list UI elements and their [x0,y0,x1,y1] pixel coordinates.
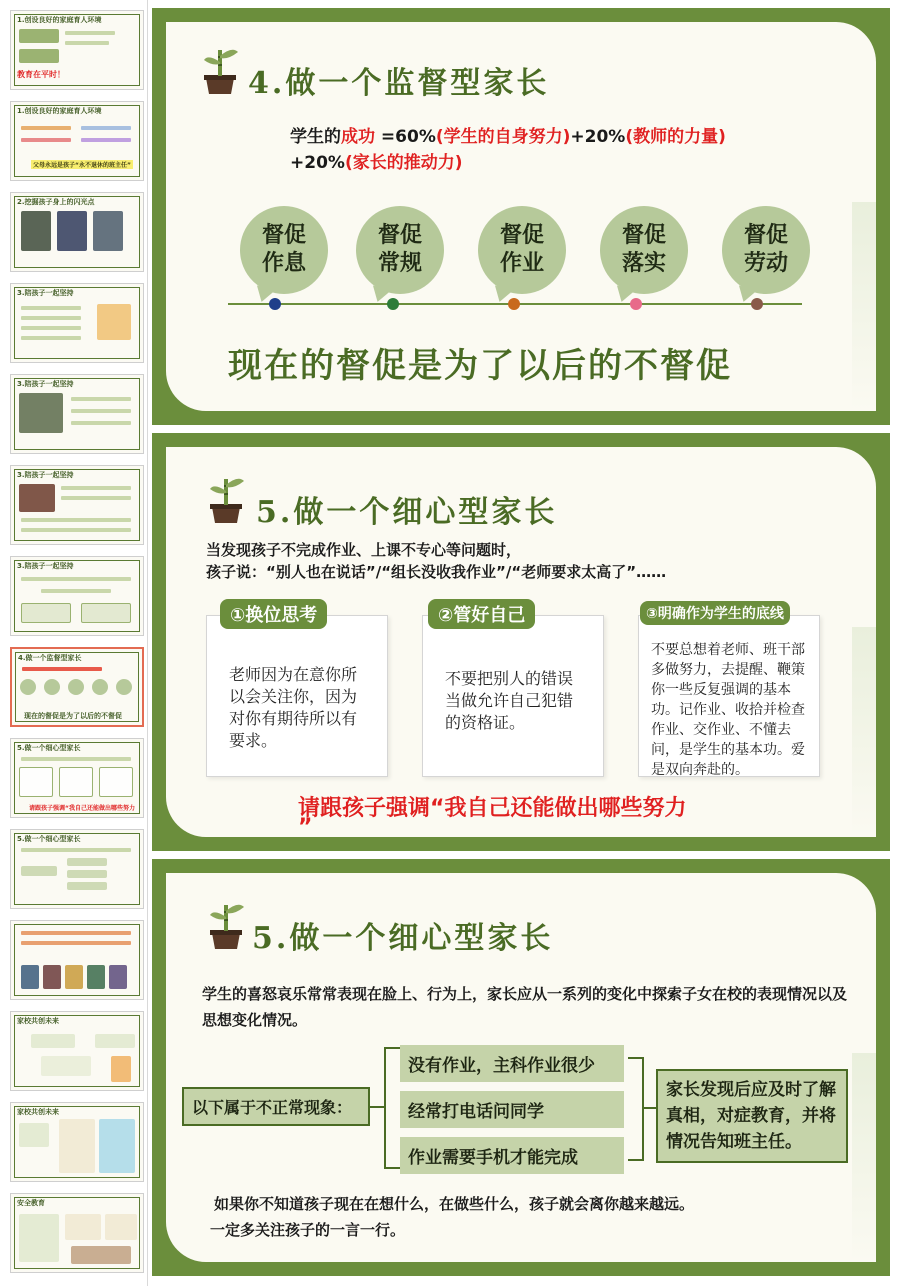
slide-thumbnail-6[interactable] [10,465,144,545]
potted-plant-icon [204,899,248,951]
thumbnail-title: 家校共创未来 [17,1108,59,1116]
thumbnail-title: 4.做一个监督型家长 [18,654,82,662]
timeline-dot [387,298,399,310]
thumbnail-title: 安全教育 [17,1199,45,1207]
tag-empathy: ①换位思考 [220,599,327,629]
thumbnail-title: 3.陪孩子一起坚持 [17,380,74,388]
bubble-homework: 督促作业 [478,206,566,294]
intro-line-2: 孩子说：“别人也在说话”/“组长没收我作业”/“老师要求太高了”…… [206,563,667,581]
slogan-text: 现在的督促是为了以后的不督促 [228,346,732,386]
slide-title: 5.做一个细心型家长 [252,921,554,956]
slide-thumbnail-10[interactable] [10,829,144,909]
slide-thumbnail-5[interactable] [10,374,144,454]
abnormal-item-2: 经常打电话问同学 [400,1091,624,1128]
emphasis-quote-close: ” [298,815,313,840]
abnormal-label: 以下属于不正常现象： [182,1087,370,1126]
slide-title: 5.做一个细心型家长 [256,495,558,530]
slide-thumbnail-7[interactable] [10,556,144,636]
thumbnail-caption: 教育在平时！ [17,70,65,79]
slide-thumbnail-3[interactable] [10,192,144,272]
slide-thumbnail-14[interactable] [10,1193,144,1273]
thumbnail-title: 2.挖掘孩子身上的闪光点 [17,198,95,206]
bubble-routine: 督促常规 [356,206,444,294]
slide-thumbnail-1[interactable] [10,10,144,90]
thumbnail-caption: 现在的督促是为了以后的不督促 [24,712,122,720]
slide-thumbnail-8-active[interactable] [10,647,144,727]
slide-title: 4.做一个监督型家长 [248,66,550,101]
thumbnail-caption: 请跟孩子强调“我自己还能做出哪些努力 [29,805,135,812]
thumbnail-title: 3.陪孩子一起坚持 [17,471,74,479]
success-formula: 学生的成功 =60%(学生的自身努力)+20%(教师的力量) [290,127,726,147]
intro-line-1: 当发现孩子不完成作业、上课不专心等问题时， [206,541,522,559]
intro-paragraph: 学生的喜怒哀乐常常表现在脸上、行为上，家长应从一系列的变化中探索子女在校的表现情况以及思想变化情况。 [202,985,848,1029]
abnormal-item-3: 作业需要手机才能完成 [400,1137,624,1174]
potted-plant-icon [204,473,248,525]
abnormal-item-1: 没有作业，主科作业很少 [400,1045,624,1082]
slide-thumbnail-2[interactable] [10,101,144,181]
tag-self-control: ②管好自己 [428,599,535,629]
advice-box: 家长发现后应及时了解真相，对症教育，并将情况告知班主任。 [656,1069,848,1163]
thumbnail-title: 1.创设良好的家庭育人环境 [17,16,102,24]
card-student-baseline: 不要总想着老师、班干部多做努力，去提醒、鞭策你一些反复强调的基本功。记作业、收拾并检查作业、交作业、不懂去问，是学生的基本功。爱是双向奔赴的。 [638,615,820,777]
slide-thumbnail-12[interactable] [10,1011,144,1091]
timeline-dot [751,298,763,310]
thumbnail-title: 3.陪孩子一起坚持 [17,289,74,297]
thumbnail-title: 5.做一个细心型家长 [17,744,81,752]
potted-plant-icon [198,44,242,96]
thumbnail-caption: 父母永远是孩子“永不退休的班主任” [33,162,131,169]
bubble-chores: 督促劳动 [722,206,810,294]
thumbnail-title: 3.陪孩子一起坚持 [17,562,74,570]
card-self-control: 不要把别人的错误当做允许自己犯错的资格证。 [422,615,604,777]
thumbnail-title: 家校共创未来 [17,1017,59,1025]
closing-line-2: 一定多关注孩子的一言一行。 [210,1221,406,1239]
tag-student-baseline: ③明确作为学生的底线 [640,601,790,625]
slide-thumbnail-11[interactable] [10,920,144,1000]
slide-thumbnail-panel [0,0,148,1286]
slide-thumbnail-9[interactable] [10,738,144,818]
slide-thumbnail-13[interactable] [10,1102,144,1182]
slide-thumbnail-4[interactable] [10,283,144,363]
slide-supervising-parent [152,8,890,425]
slide-careful-parent-2 [152,859,890,1276]
success-formula-line2: +20%(家长的推动力) [290,153,463,173]
thumbnail-title: 5.做一个细心型家长 [17,835,81,843]
slide-careful-parent-1 [152,433,890,851]
timeline-dot [630,298,642,310]
bubble-schedule: 督促作息 [240,206,328,294]
bubble-followthrough: 督促落实 [600,206,688,294]
thumbnail-title: 1.创设良好的家庭育人环境 [17,107,102,115]
emphasis-text: 请跟孩子强调“我自己还能做出哪些努力 [298,796,687,821]
timeline-dot [508,298,520,310]
closing-line-1: 如果你不知道孩子现在在想什么，在做些什么，孩子就会离你越来越远。 [214,1195,695,1213]
timeline-dot [269,298,281,310]
card-empathy: 老师因为在意你所以会关注你，因为对你有期待所以有要求。 [206,615,388,777]
